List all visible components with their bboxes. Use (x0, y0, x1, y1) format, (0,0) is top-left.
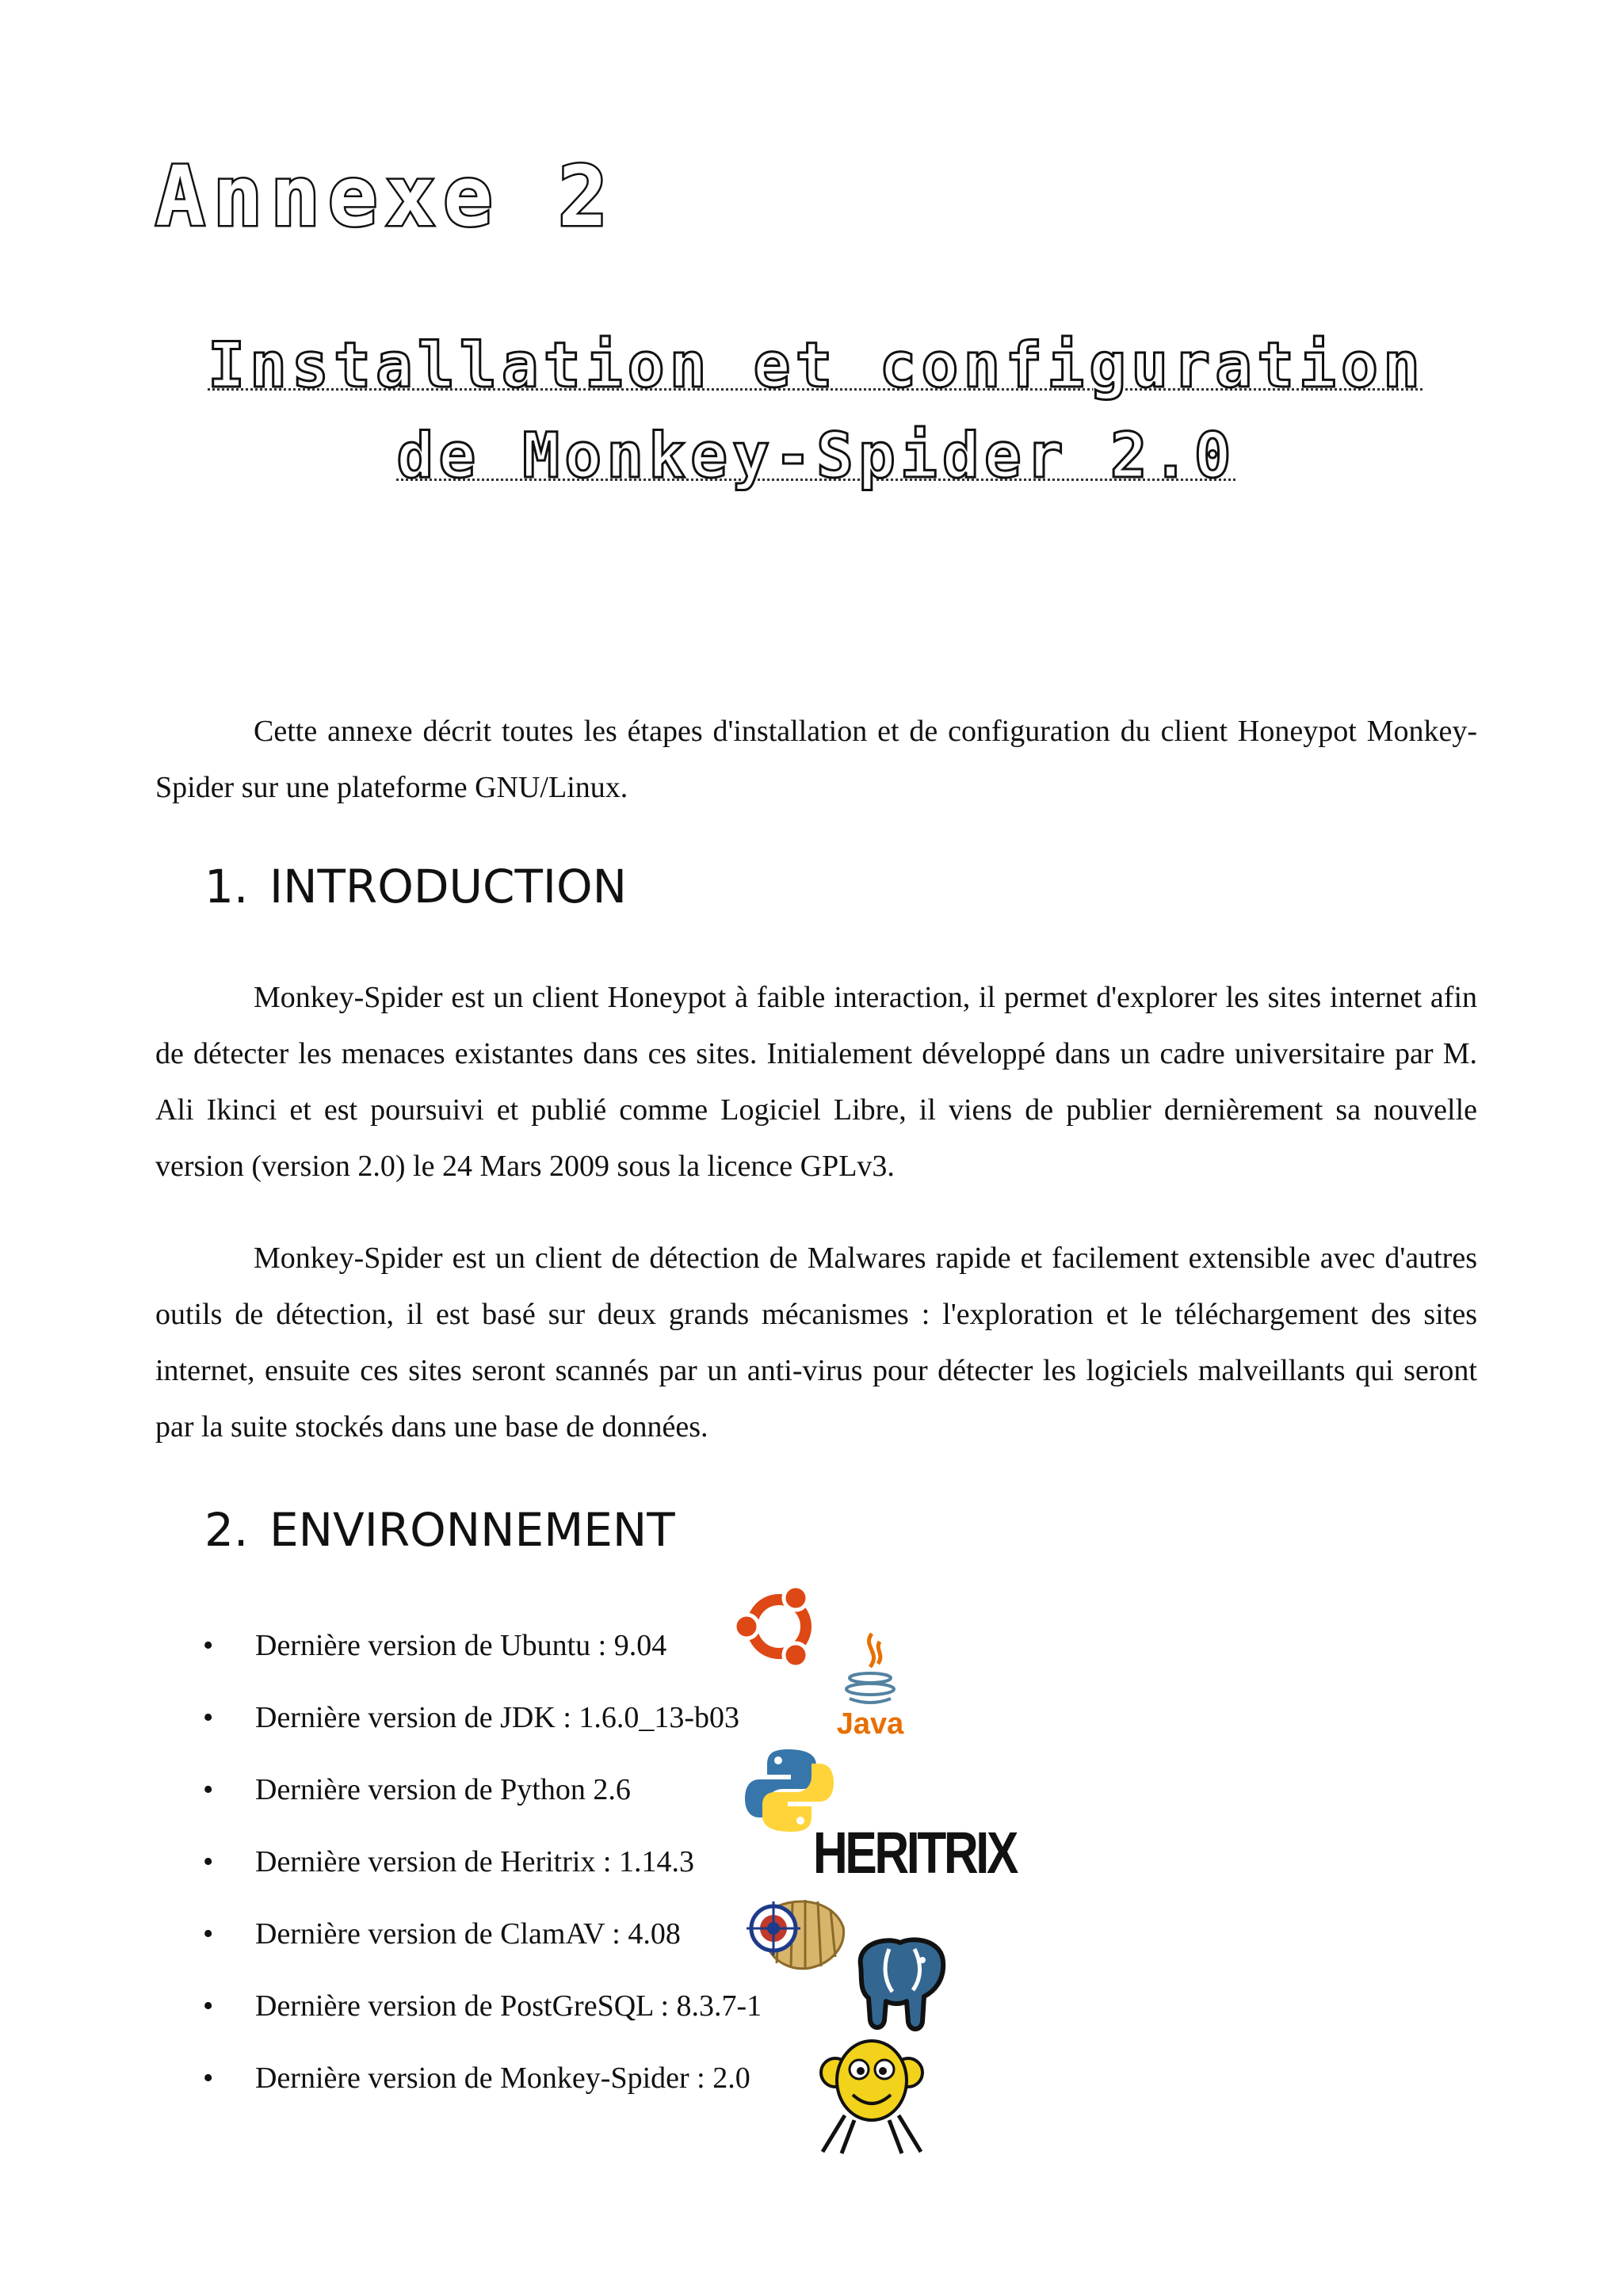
list-item: • Dernière version de ClamAV : 4.08 (203, 1898, 916, 1970)
list-item: • Dernière version de Ubuntu : 9.04 (203, 1610, 916, 1682)
list-item: • Dernière version de PostGreSQL : 8.3.7-1 (203, 1970, 916, 2042)
heritrix-logo-text: HERITRIX (813, 1820, 1018, 1886)
section-title: ENVIRONNEMENT (269, 1503, 675, 1557)
environment-list (203, 1610, 916, 2115)
section-number: 2. (204, 1503, 249, 1557)
document-title-line-2: de Monkey-Spider 2.0 (396, 421, 1236, 492)
annexe-label: Annexe 2 (155, 148, 616, 245)
introduction-paragraph-2: Monkey-Spider est un client de détection de Malwares rapide et facilement extensible avec d'autres outils de détection, il est basé sur deux grands mécanismes : l'exploration et le téléchargement des sites internet, ensuite ces sites seront scannés par un anti-virus pour détecter les logiciels malveillants qui seront par la suite stockés dans une base de données. (155, 1241, 1477, 1444)
section-heading-introduction (204, 860, 628, 913)
introduction-paragraph-1: Monkey-Spider est un client Honeypot à faible interaction, il permet d'explorer les sites internet afin de détecter les menaces existantes dans ces sites. Initialement développé dans un cadre universitaire par M. Ali Ikinci et est poursuivi et publié comme Logiciel Libre, il viens de publier dernièrement sa nouvelle version (version 2.0) le 24 Mars 2009 sous la licence GPLv3. (155, 981, 1477, 1183)
section-heading-environnement (204, 1503, 675, 1557)
section-number: 1. (204, 860, 249, 913)
document-title-line-1: Installation et configuration (208, 330, 1425, 402)
clamav-logo-icon (745, 1890, 848, 1973)
postgresql-logo-icon (845, 1933, 953, 2036)
section-title: INTRODUCTION (269, 860, 628, 913)
list-item: • Dernière version de Heritrix : 1.14.3 (203, 1826, 916, 1898)
document-title (155, 321, 1477, 502)
heritrix-logo-icon (812, 1820, 1019, 1886)
java-logo-text: Java (836, 1707, 904, 1741)
list-item: • Dernière version de Python 2.6 (203, 1754, 916, 1826)
list-item: • Dernière version de JDK : 1.6.0_13-b03 (203, 1682, 916, 1754)
intro-paragraph: Cette annexe décrit toutes les étapes d'installation et de configuration du client Honeypot Monkey-Spider sur une plateforme GNU/Linux. (155, 715, 1477, 804)
monkey-spider-logo-icon (818, 2036, 926, 2155)
java-logo-icon (832, 1629, 908, 1740)
list-item: • Dernière version de Monkey-Spider : 2.0 (203, 2042, 916, 2115)
ubuntu-logo-icon (729, 1577, 829, 1676)
